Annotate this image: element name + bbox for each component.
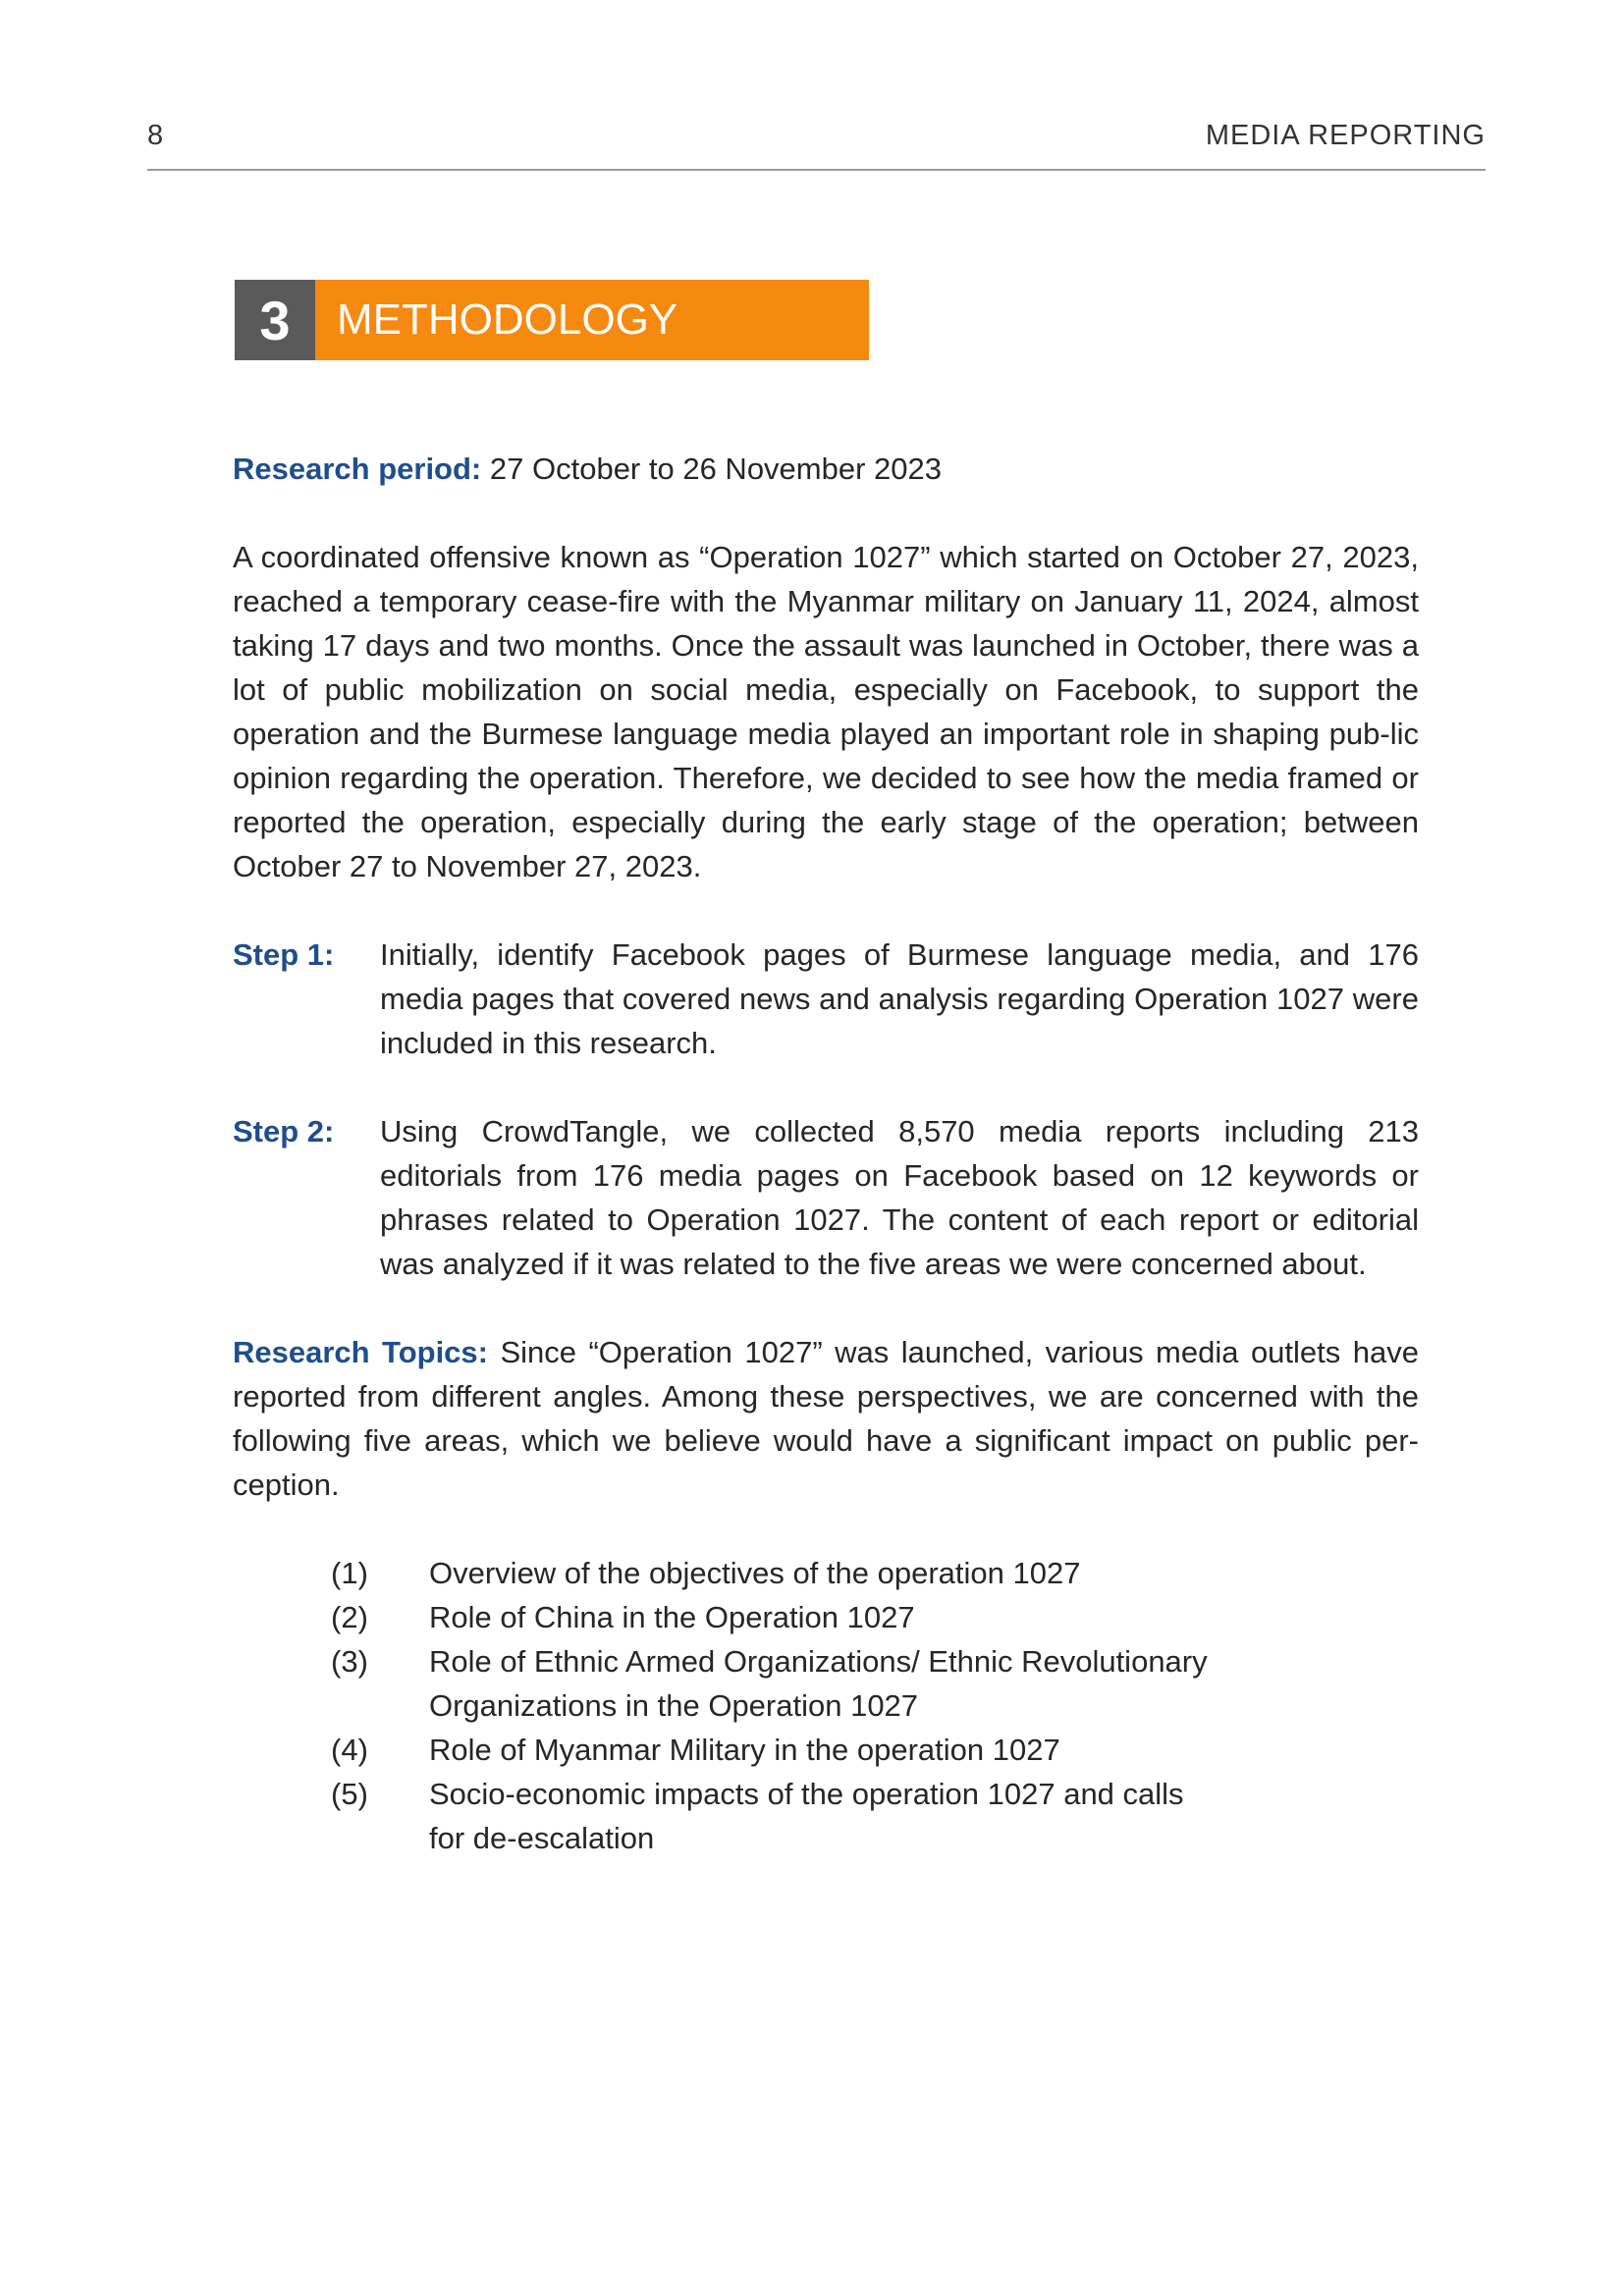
research-period — [233, 447, 1419, 491]
step-2 — [233, 1109, 1419, 1286]
step-1-label: Step 1: — [233, 937, 335, 972]
step-2-text: Using CrowdTangle, we collected 8,570 media reports including 213 editorials from 176 media pages on Facebook based on 12 keywords or phrases related to Operation 1027. The content of each report or editorial was analyzed if it was related to the five areas we were concerned about. — [380, 1114, 1419, 1281]
research-topics-text: Since “Operation 1027” was launched, various media outlets have reported from different angles. Among these perspectives, we are concerned with the following five areas, which we believe would have a significant impact on public per-ception. — [233, 1335, 1419, 1502]
topic-text: Overview of the objectives of the operation 1027 — [429, 1556, 1081, 1590]
list-item — [233, 1595, 1215, 1639]
section-banner — [235, 280, 869, 360]
topic-number: (4) — [331, 1733, 368, 1767]
topic-number: (5) — [331, 1777, 368, 1811]
list-item — [233, 1551, 1215, 1595]
list-item — [233, 1639, 1215, 1728]
list-item — [233, 1772, 1215, 1860]
topic-number: (3) — [331, 1644, 368, 1679]
page-number: 8 — [147, 120, 164, 151]
topic-text: Role of China in the Operation 1027 — [429, 1600, 915, 1634]
running-header: MEDIA REPORTING — [1205, 120, 1486, 151]
intro-paragraph: A coordinated offensive known as “Operation 1027” which started on October 27, 2023, reached a temporary cease-fire with the Myanmar military on January 11, 2024, almost taking 17 days and two months. Once the assault was launched in October, there was a lot of public mobilization on social media, especially on Facebook, to support the operation and the Burmese language media played an important role in shaping pub-lic opinion regarding the operation. Therefore, we decided to see how the media framed or reported the operation, especially during the early stage of the operation; between October 27 to November 27, 2023. — [233, 540, 1419, 883]
step-1-text: Initially, identify Facebook pages of Burmese language media, and 176 media pages that covered news and analysis regarding Operation 1027 were included in this research. — [380, 937, 1419, 1060]
topic-text: Socio-economic impacts of the operation 1027 and calls for de-escalation — [429, 1777, 1184, 1855]
research-topics — [233, 1330, 1419, 1507]
topic-text: Role of Myanmar Military in the operation 1027 — [429, 1733, 1060, 1767]
topic-number: (1) — [331, 1556, 368, 1590]
step-1 — [233, 933, 1419, 1065]
topic-text: Role of Ethnic Armed Organizations/ Ethnic Revolutionary Organizations in the Operation 1027 — [429, 1644, 1208, 1723]
topic-list — [233, 1551, 1215, 1860]
topic-number: (2) — [331, 1600, 368, 1634]
research-period-label: Research period: — [233, 452, 482, 486]
list-item — [233, 1728, 1215, 1772]
research-topics-label: Research Topics: — [233, 1335, 488, 1369]
research-period-value: 27 October to 26 November 2023 — [489, 452, 943, 486]
step-2-label: Step 2: — [233, 1114, 335, 1148]
section-title: METHODOLOGY — [315, 280, 869, 360]
section-number: 3 — [235, 280, 315, 360]
main-content — [233, 447, 1419, 1860]
header-rule — [147, 169, 1486, 171]
